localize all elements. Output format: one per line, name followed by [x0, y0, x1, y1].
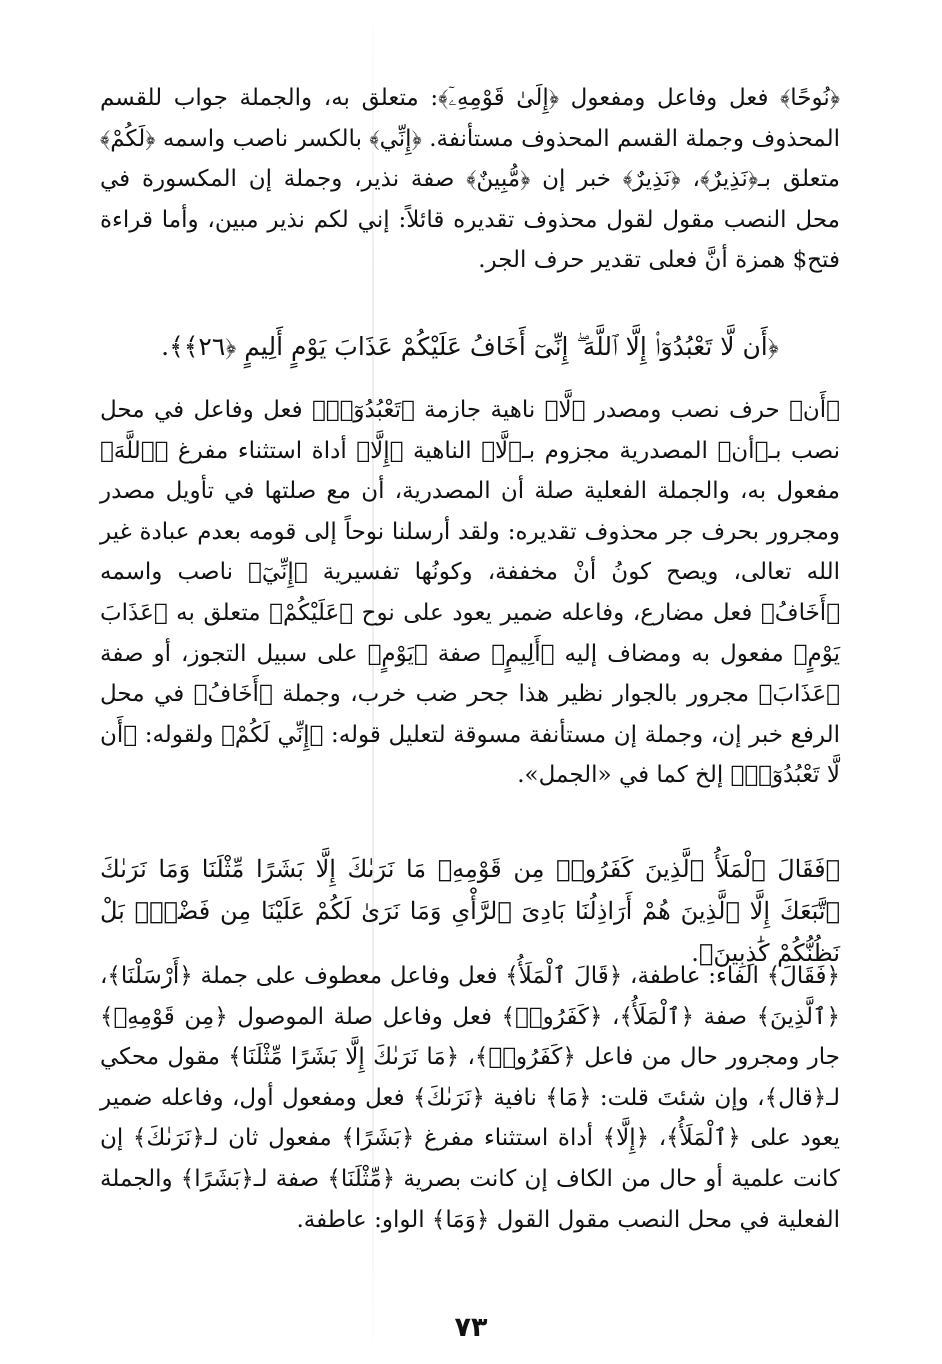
page-number: ٧٣	[454, 1312, 488, 1343]
commentary-paragraph: ﴿نُوحًا﴾ فعل وفاعل ومفعول ﴿إِلَىٰ قَوْمِهِۦٓ﴾: متعلق به، والجملة جواب للقسم المحذوف وجملة القسم المحذوف مستأنفة. ﴿إِنِّي﴾ بالكسر ناصب واسمه ﴿لَكُمْ﴾ متعلق بـ﴿نَذِيرٌ﴾، ﴿نَذِيرٌ﴾ خبر إن ﴿مُّبِينٌ﴾ صفة نذير، وجملة إن المكسورة في محل النصب مقول لقول محذوف تقديره قائلاً: إني لكم نذير مبين، وأما قراءة فتح$ همزة أنَّ فعلى تقدير حرف الجر.	[100, 85, 840, 274]
page-body	[100, 78, 840, 1298]
quran-verse: ﴿أَن لَّا تَعْبُدُوٓا۟ إِلَّا ٱللَّهَ ۖ إِنِّىٓ أَخَافُ عَلَيْكُمْ عَذَابَ يَوْمٍ أَلِيمٍ ﴿٢٦﴾﴾.	[161, 332, 779, 361]
commentary-paragraph: ﴿أَن﴾ حرف نصب ومصدر ﴿لَّا﴾ ناهية جازمة ﴿تَعْبُدُوٓا۟﴾ فعل وفاعل في محل نصب بـ﴿أن﴾ المصدرية مجزوم بـ﴿لَّا﴾ الناهية ﴿إِلَّا﴾ أداة استثناء مفرغ ﴿ٱللَّهَ﴾ مفعول به، والجملة الفعلية صلة أن المصدرية، أن مع صلتها في تأويل مصدر ومجرور بحرف جر محذوف تقديره: ولقد أرسلنا نوحاً إلى قومه بعدم عبادة غير الله تعالى، ويصح كونُ أنْ مخففة، وكونُها تفسيرية ﴿إِنِّيٓ﴾ ناصب واسمه ﴿أَخَافُ﴾ فعل مضارع، وفاعله ضمير يعود على نوح ﴿عَلَيْكُمْ﴾ متعلق به ﴿عَذَابَ يَوْمٍ﴾ مفعول به ومضاف إليه ﴿أَلِيمٍ﴾ صفة ﴿يَوْمٍ﴾ على سبيل التجوز، أو صفة ﴿عَذَابَ﴾ مجرور بالجوار نظير هذا جحر ضب خرب، وجملة ﴿أَخَافُ﴾ في محل الرفع خبر إن، وجملة إن مستأنفة مسوقة لتعليل قوله: ﴿إِنِّي لَكُمْ﴾ ولقوله: ﴿أَن لَّا تَعْبُدُوٓا۟﴾ إلخ كما في «الجمل».	[100, 397, 840, 789]
commentary-paragraph: ﴿فَقَالَ﴾ الفاء: عاطفة، ﴿قَالَ ٱلْمَلَأُ﴾ فعل وفاعل معطوف على جملة ﴿أَرْسَلْنَا﴾، ﴿ٱلَّذِينَ﴾ صفة ﴿ٱلْمَلَأُ﴾، ﴿كَفَرُوا۟﴾ فعل وفاعل صلة الموصول ﴿مِن قَوْمِهِۦ﴾ جار ومجرور حال من فاعل ﴿كَفَرُوا۟﴾، ﴿مَا نَرَىٰكَ إِلَّا بَشَرًا مِّثْلَنَا﴾ مقول محكي لـ﴿قال﴾، وإن شئتَ قلت: ﴿مَا﴾ نافية ﴿نَرَىٰكَ﴾ فعل ومفعول أول، وفاعله ضمير يعود على ﴿ٱلْمَلَأُ﴾، ﴿إِلَّا﴾ أداة استثناء مفرغ ﴿بَشَرًا﴾ مفعول ثان لـ﴿نَرَىٰكَ﴾ إن كانت علمية أو حال من الكاف إن كانت بصرية ﴿مِّثْلَنَا﴾ صفة لـ﴿بَشَرًا﴾ والجملة الفعلية في محل النصب مقول القول ﴿وَمَا﴾ الواو: عاطفة.	[100, 963, 840, 1233]
quran-verse: ﴿فَقَالَ ٱلْمَلَأُ ٱلَّذِينَ كَفَرُوا۟ مِن قَوْمِهِۦ مَا نَرَىٰكَ إِلَّا بَشَرًا مِّثْلَنَا وَمَا نَرَىٰكَ ٱتَّبَعَكَ إِلَّا ٱلَّذِينَ هُمْ أَرَاذِلُنَا بَادِىَ ٱلرَّأْىِ وَمَا نَرَىٰ لَكُمْ عَلَيْنَا مِن فَضْلٍۭ بَلْ نَظُنُّكُمْ كَٰذِبِينَ﴾.	[100, 855, 840, 967]
